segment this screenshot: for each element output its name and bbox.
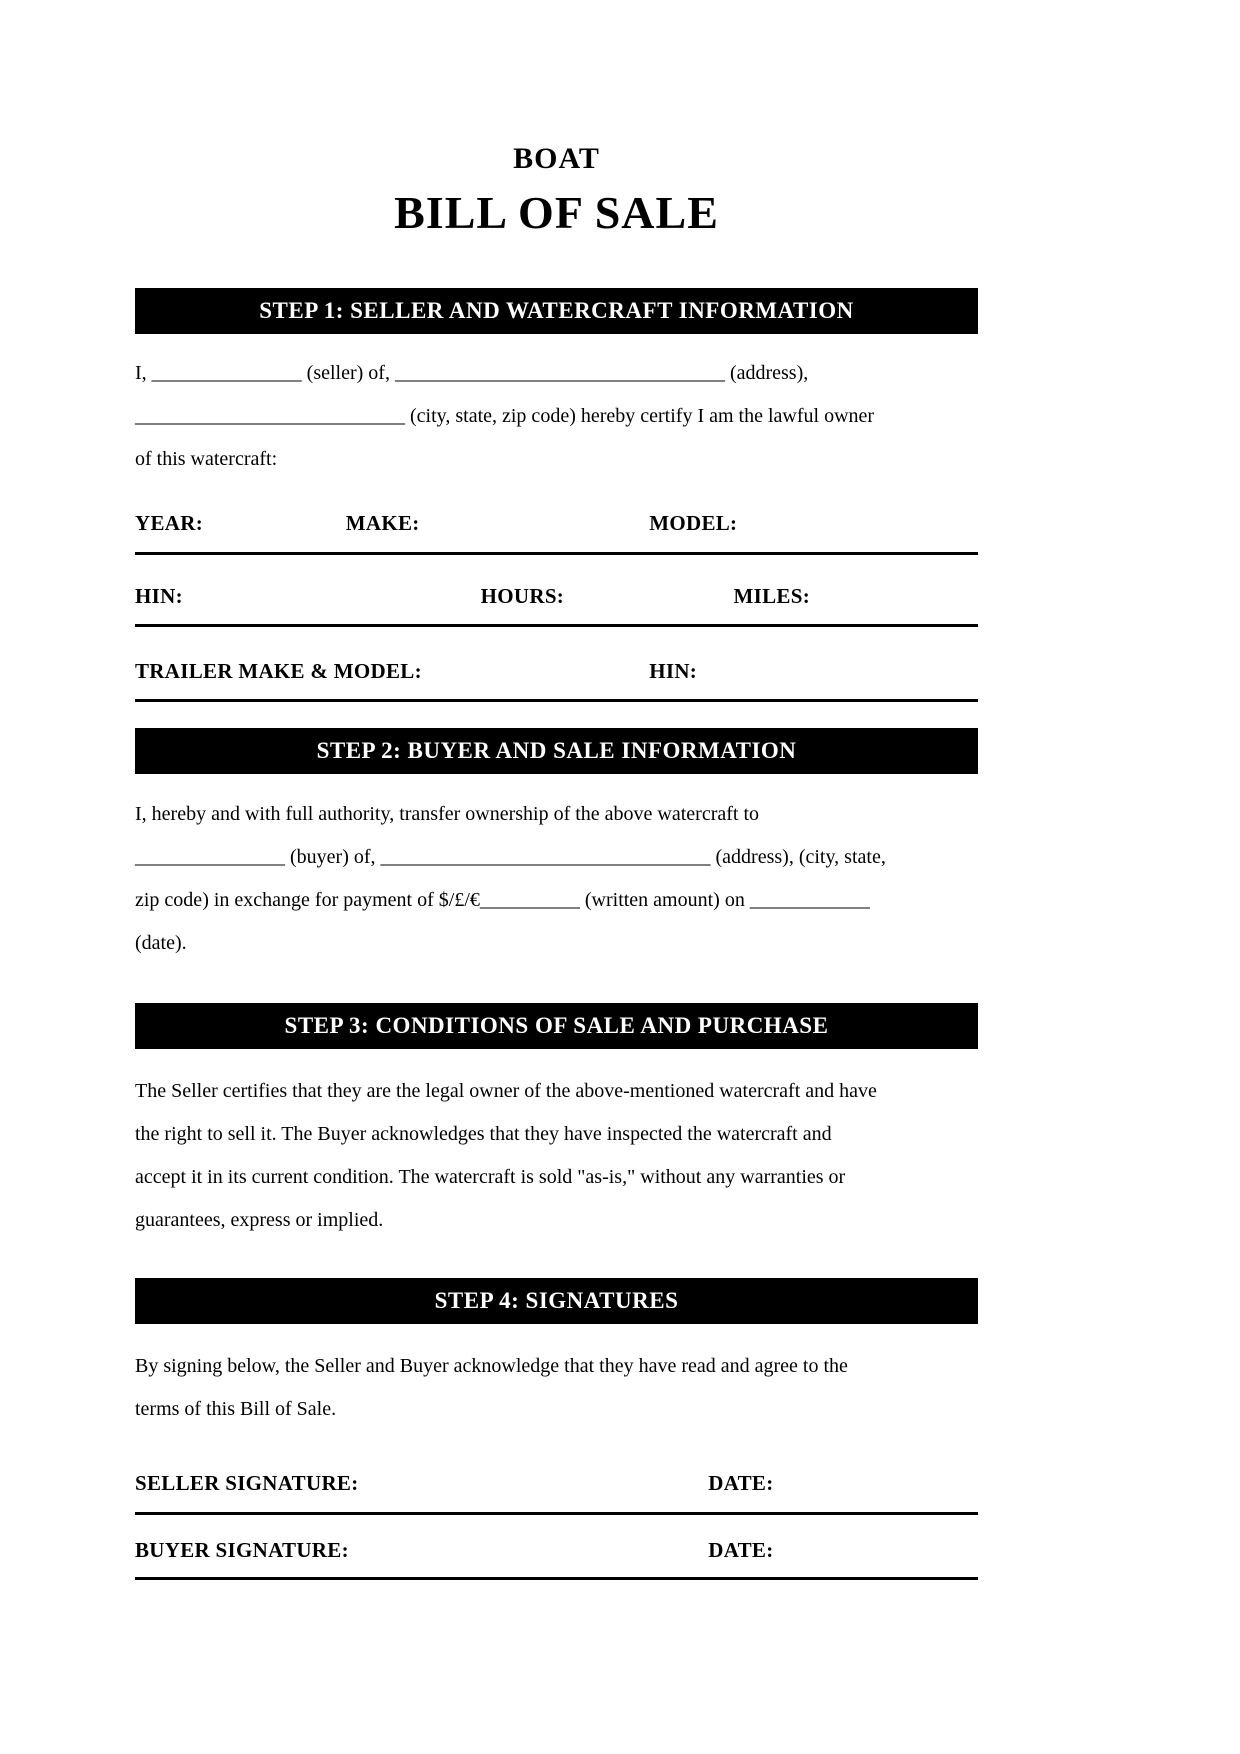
step1-banner: STEP 1: SELLER AND WATERCRAFT INFORMATION [135,288,978,334]
paragraph-line: By signing below, the Seller and Buyer acknowledge that they have read and agree to the [135,1355,848,1377]
paragraph-line: (date). [135,932,187,954]
paragraph-line: accept it in its current condition. The watercraft is sold "as-is," without any warranties or [135,1166,846,1188]
paragraph-line: of this watercraft: [135,448,278,470]
buyer-signature-label: BUYER SIGNATURE: [135,1538,349,1562]
seller-signature-label: SELLER SIGNATURE: [135,1471,359,1495]
step3-banner: STEP 3: CONDITIONS OF SALE AND PURCHASE [135,1003,978,1049]
paragraph-line: the right to sell it. The Buyer acknowledges that they have inspected the watercraft and [135,1123,832,1145]
step1-paragraph [135,352,978,481]
paragraph-line: terms of this Bill of Sale. [135,1398,337,1420]
step3-paragraph [135,1070,978,1242]
make-field-label: MAKE: [345,511,420,535]
miles-field-label: MILES: [733,584,810,608]
model-field-label: MODEL: [649,511,738,535]
buyer-date-label: DATE: [708,1538,774,1562]
paragraph-line: ___________________________ (city, state, zip code) hereby certify I am the lawful owner [135,405,875,427]
document-subtitle: BOAT [513,142,600,175]
step4-banner: STEP 4: SIGNATURES [135,1278,978,1324]
paragraph-line: guarantees, express or implied. [135,1209,384,1231]
hin-field-label: HIN: [135,584,183,608]
hours-field-label: HOURS: [480,584,565,608]
step2-paragraph [135,793,978,965]
seller-date-label: DATE: [708,1471,774,1495]
paragraph-line: I, hereby and with full authority, transfer ownership of the above watercraft to [135,803,760,825]
paragraph-line: I, _______________ (seller) of, _________________________________ (address), [135,362,809,384]
paragraph-line: zip code) in exchange for payment of $/£/€__________ (written amount) on ____________ [135,889,870,911]
trailer-hin-field-label: HIN: [649,659,698,683]
trailer-fields-row [135,653,978,702]
step4-paragraph [135,1345,978,1431]
watercraft-fields-row-2 [135,578,978,627]
seller-signature-row [135,1465,978,1515]
trailer-make-model-field-label: TRAILER MAKE & MODEL: [135,659,422,683]
buyer-signature-row [135,1532,978,1580]
paragraph-line: The Seller certifies that they are the legal owner of the above-mentioned watercraft and have [135,1080,877,1102]
document-title: BILL OF SALE [394,187,719,238]
paragraph-line: _______________ (buyer) of, _________________________________ (address), (city, state, [135,846,886,868]
year-field-label: YEAR: [135,511,203,535]
watercraft-fields-row-1 [135,505,978,555]
step2-banner: STEP 2: BUYER AND SALE INFORMATION [135,728,978,774]
